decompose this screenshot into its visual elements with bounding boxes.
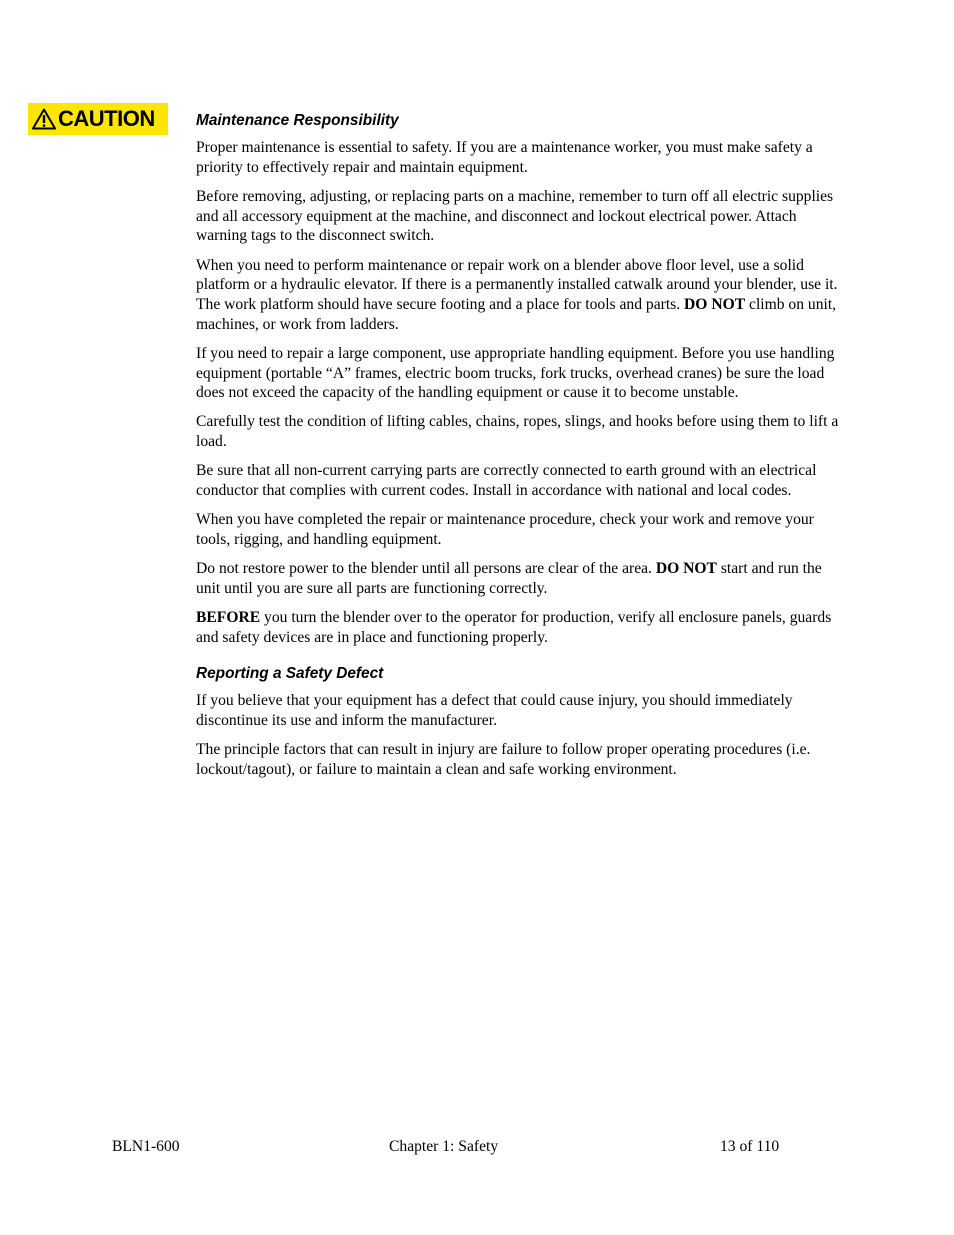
warning-triangle-icon xyxy=(32,108,56,130)
section-heading-maintenance: Maintenance Responsibility xyxy=(196,112,399,129)
section-heading-safety-defect: Reporting a Safety Defect xyxy=(196,665,384,683)
paragraph: When you have completed the repair or maintenance procedure, check your work and remove your tools, rigging, and handling equipment. xyxy=(196,511,814,548)
paragraph: Proper maintenance is essential to safety. If you are a maintenance worker, you must make safety a priority to effectively repair and maintain equipment. xyxy=(196,139,813,176)
caution-label xyxy=(28,103,168,135)
paragraph: Do not restore power to the blender until all persons are clear of the area. DO NOT start and run the unit until you are sure all parts are functioning correctly. xyxy=(196,560,822,597)
paragraph: If you need to repair a large component, use appropriate handling equipment. Before you use handling equipment (portable “A” frames, electric boom trucks, fork trucks, overhead cranes) be sure the load does not exceed the capacity of the handling equipment or cause it to become unstable. xyxy=(196,344,835,402)
page-footer xyxy=(0,1138,954,1160)
footer-chapter: Chapter 1: Safety xyxy=(389,1138,499,1155)
paragraph: When you need to perform maintenance or repair work on a blender above floor level, use a solid platform or a hydraulic elevator. If there is a permanently installed catwalk around your blender, use it. The work platform should have secure footing and a place for tools and parts. DO NOT climb on unit, machines, or work from ladders. xyxy=(196,256,838,333)
emphasis-text: DO NOT xyxy=(684,295,746,313)
paragraph: Carefully test the condition of lifting cables, chains, ropes, slings, and hooks before using them to lift a load. xyxy=(196,413,839,451)
emphasis-text: BEFORE xyxy=(196,609,261,627)
paragraph: The principle factors that can result in injury are failure to follow proper operating procedures (i.e. lockout/tagout), or failure to maintain a clean and safe working environment. xyxy=(196,741,811,779)
caution-text: CAUTION xyxy=(58,106,155,131)
footer-page-number: 13 of 110 xyxy=(720,1138,780,1155)
paragraph: Be sure that all non-current carrying parts are correctly connected to earth ground with an electrical conductor that complies with current codes. Install in accordance with national and local codes. xyxy=(196,462,817,500)
paragraph: BEFORE you turn the blender over to the operator for production, verify all enclosure panels, guards and safety devices are in place and functioning properly. xyxy=(196,609,832,646)
paragraph: If you believe that your equipment has a defect that could cause injury, you should immediately discontinue its use and inform the manufacturer. xyxy=(196,692,793,730)
emphasis-text: DO NOT xyxy=(655,560,717,578)
paragraph: Before removing, adjusting, or replacing parts on a machine, remember to turn off all electric supplies and all accessory equipment at the machine, and disconnect and lockout electrical power. Attach warning tags to the disconnect switch. xyxy=(196,187,834,245)
document-body xyxy=(196,111,846,789)
footer-doc-id: BLN1-600 xyxy=(112,1138,180,1155)
